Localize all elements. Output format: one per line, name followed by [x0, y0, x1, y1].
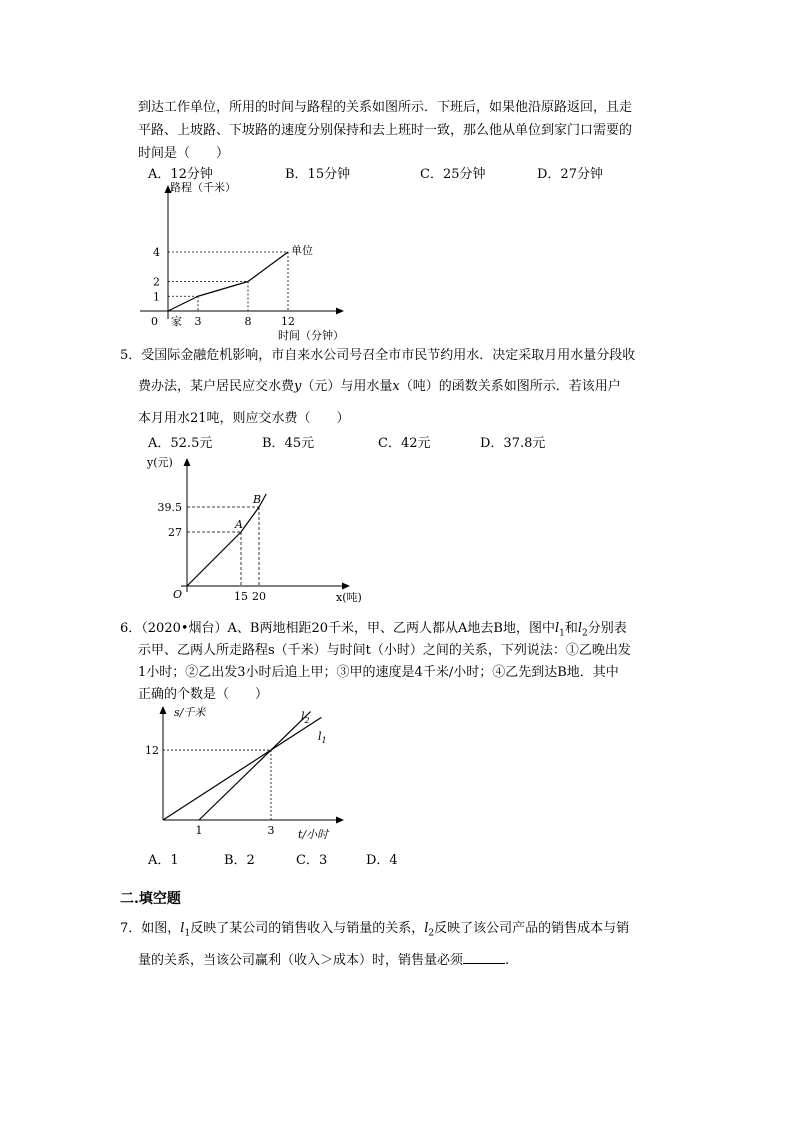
q7-l1: l [180, 921, 185, 936]
y-tick-label: 12 [145, 744, 159, 758]
q4-option-b: B．15分钟 [285, 167, 351, 182]
q5-option-d: D．37.8元 [480, 436, 546, 451]
q6-line-1-a: 6．（2020•烟台）A、B两地相距20千米，甲、乙两人都从A地去B地，图中 [120, 621, 555, 636]
x-tick-label: 1 [195, 824, 203, 837]
series-l1 [271, 717, 321, 750]
q5-option-c: C．42元 [378, 436, 431, 451]
x-axis-arrow [336, 308, 344, 315]
x-tick-label: 8 [244, 315, 252, 328]
q5-option-b: B．45元 [262, 436, 315, 451]
data-segment [187, 532, 241, 586]
q5-option-a: A．52.5元 [148, 436, 213, 451]
line-label-l2: $l_2$ [301, 710, 310, 725]
y-axis-label: 路程（千米） [170, 181, 236, 194]
q6-and: 和 [564, 621, 578, 636]
x-tick-label: 3 [194, 315, 202, 328]
y-tick-label: 27 [168, 526, 182, 539]
q7-num: 7．如图， [120, 921, 181, 936]
q6-line-1-b: 分别表 [587, 621, 627, 636]
x-axis-label: x(吨) [336, 591, 362, 604]
point-label: B [253, 493, 262, 506]
q6-option-b: B．2 [224, 853, 255, 868]
q7-end: . [505, 953, 510, 968]
q5-var-x: x [392, 379, 400, 394]
q6-option-d: D．4 [366, 853, 398, 868]
q4-option-a: A．12分钟 [148, 167, 213, 182]
q6-line-4: 正确的个数是（ ） [138, 687, 269, 702]
x-axis-arrow [342, 583, 350, 590]
x-tick-label: 12 [281, 315, 295, 328]
q5-line-2 [138, 376, 621, 398]
data-segment [241, 507, 259, 532]
q6-chart [140, 700, 370, 845]
q4-line-1: 到达工作单位，所用的时间与路程的关系如图所示．下班后，如果他沿原路返回，且走 [138, 100, 633, 115]
q7-line-1 [120, 918, 629, 945]
line-label-l1: $l_1$ [318, 730, 327, 745]
data-segment [248, 252, 288, 282]
q4-chart [140, 183, 370, 343]
y-tick-label: 4 [153, 246, 160, 259]
q4-line-3: 时间是（ ） [138, 146, 230, 161]
data-segment [168, 296, 198, 311]
q7-l2: l [424, 921, 429, 936]
q7-l2-sub: 2 [428, 928, 435, 939]
end-label: 单位 [291, 244, 313, 257]
q6-l1: l [554, 621, 560, 636]
q6-option-a: A．1 [148, 853, 179, 868]
q7-line-2 [138, 950, 509, 972]
q7-text-a: 反映了某公司的销售收入与销量的关系， [190, 921, 425, 936]
q5-line-3: 本月用水21吨，则应交水费（ ） [138, 411, 350, 426]
q7-l1-sub: 1 [184, 928, 191, 939]
q6-l2: l [577, 621, 583, 636]
q4-line-2: 平路、上坡路、下坡路的速度分别保持和去上班时一致，那么他从单位到家门口需要的 [138, 123, 633, 138]
q5-line-2-c: （吨）的函数关系如图所示．若该用户 [399, 379, 621, 394]
x-axis-label: t/小时 [298, 828, 329, 841]
x-tick-label: 20 [252, 590, 266, 603]
answer-blank[interactable] [463, 950, 505, 964]
x-tick-label: 15 [234, 590, 248, 603]
x-axis-label: 时间（分钟） [278, 329, 344, 342]
q4-option-c: C．25分钟 [420, 167, 486, 182]
origin-label: 0 [151, 315, 158, 328]
q6-line-3: 1小时；②乙出发3小时后追上甲；③甲的速度是4千米/小时；④乙先到达B地．其中 [138, 665, 619, 680]
q7-text-b: 反映了该公司产品的销售成本与销 [434, 921, 630, 936]
y-axis-arrow [160, 706, 167, 714]
q5-line-1: 5．受国际金融危机影响，市自来水公司号召全市市民节约用水．决定采取月用水量分段收 [120, 348, 636, 363]
y-tick-label: 39.5 [157, 501, 182, 514]
q6-l2-sub: 2 [582, 628, 588, 639]
q6-l1-sub: 1 [559, 628, 565, 639]
y-axis-label: s/千米 [174, 706, 206, 719]
q5-chart [140, 450, 380, 610]
data-segment [198, 282, 248, 297]
q6-line-2: 示甲、乙两人所走路程s（千米）与时间t（小时）之间的关系，下列说法：①乙晚出发 [138, 643, 631, 658]
series-l1 [163, 750, 271, 820]
y-axis-label: y(元) [147, 456, 173, 469]
y-tick-label: 2 [153, 275, 160, 289]
q5-line-2-a: 费办法，某户居民应交水费 [138, 379, 295, 394]
point-label: A [235, 518, 243, 531]
y-axis-arrow [184, 458, 191, 466]
x-axis-arrow [336, 817, 344, 824]
origin-label: O [173, 588, 183, 601]
x-tick-label: 3 [267, 824, 275, 837]
series-l2 [199, 750, 271, 820]
q4-option-d: D．27分钟 [537, 167, 603, 182]
y-tick-label: 1 [153, 290, 160, 304]
q5-var-y: y [294, 379, 302, 394]
section-title: 二.填空题 [120, 891, 181, 907]
start-label: 家 [171, 315, 182, 328]
q6-option-c: C．3 [296, 853, 328, 868]
q5-line-2-b: （元）与用水量 [301, 379, 393, 394]
q7-line-2-text: 量的关系，当该公司赢利（收入＞成本）时，销售量必须 [138, 953, 464, 968]
